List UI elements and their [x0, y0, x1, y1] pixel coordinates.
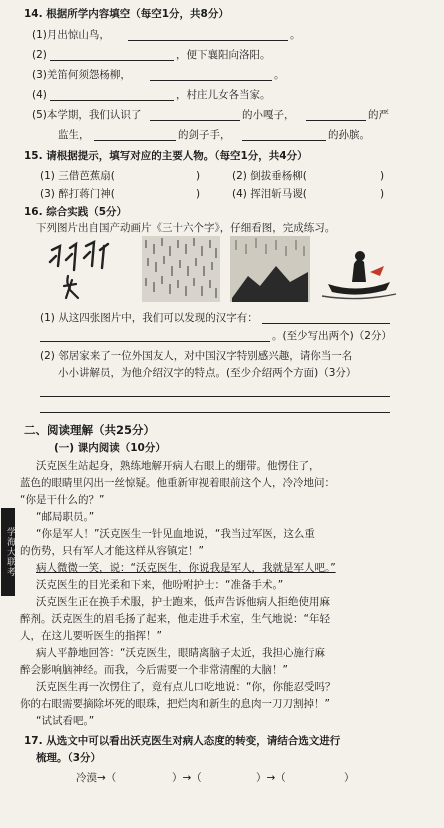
q14-blank-7[interactable] [94, 140, 176, 141]
q16-answer-line-1[interactable] [40, 396, 390, 397]
section-2-subtitle: (一) 课内阅读（10分） [54, 442, 166, 454]
q14-blank-4[interactable] [50, 100, 174, 101]
q16-blank-2[interactable] [40, 341, 270, 342]
section-2-title: 二、阅读理解（共25分） [24, 423, 156, 437]
passage-line: 病人平静地回答：“沃克医生，眼睛离脑子太近，我担心施行麻 [36, 647, 325, 659]
passage-line: 醉会影响脑神经。而我，今后需要一个非常清醒的大脑！” [20, 664, 288, 676]
q16-part1-hint: 。(至少写出两个)（2分） [272, 330, 392, 342]
q16-part1-text: (1) 从这四张图片中，我们可以发现的汉字有： [40, 312, 258, 324]
q16-part2-text: (2) 邻居家来了一位外国友人，对中国汉字特别感兴趣，请你当一名 [40, 350, 353, 362]
q14-line4-text: ，村庄儿女各当家。 [176, 89, 271, 101]
q17-chain-mid-1: ）→（ [172, 772, 202, 784]
q14-line6-text-c: 的孙膑。 [328, 129, 370, 141]
q16-title: 16. 综合实践（5分） [24, 206, 128, 218]
figure-boat [318, 236, 398, 302]
q14-line5-text-b: 的小嘎子， [242, 109, 295, 121]
q17-chain-start: 冷漠→（ [76, 772, 117, 784]
q14-line2-num: (2) [32, 49, 47, 61]
passage-line: “你是干什么的？” [20, 494, 105, 506]
q14-line1-text: (1)月出惊山鸟， [32, 29, 110, 41]
q15-item-4: (4) 挥泪斩马谡( [232, 188, 307, 200]
q14-line6-text-b: 的剑子手， [178, 129, 231, 141]
q17-chain-mid-2: ）→（ [256, 772, 286, 784]
passage-line: “你是军人！”沃克医生一针见血地说，“我当过军医，这么重 [36, 528, 315, 540]
q15-item-1: (1) 三借芭蕉扇( [40, 170, 115, 182]
passage-line: 沃克医生的目光柔和下来，他吩咐护士：“准备手术。” [36, 579, 284, 591]
q15-item-3: (3) 醉打蒋门神( [40, 188, 115, 200]
q14-blank-2[interactable] [50, 60, 174, 61]
passage-line: “邮局职员。” [36, 511, 95, 523]
side-label: 学海大联考 [1, 508, 15, 596]
q14-line5-text-c: 的严 [368, 109, 389, 121]
q14-blank-3[interactable] [150, 80, 272, 81]
passage-line: “试试看吧。” [36, 715, 95, 727]
q17-title: 17. 从选文中可以看出沃克医生对病人态度的转变，请结合选文进行 [24, 735, 341, 747]
passage-line: 人，在这儿要听医生的指挥！” [20, 630, 162, 642]
passage-line: 沃克医生正在换手术服，护士跑来，低声告诉他病人拒绝使用麻 [36, 596, 330, 608]
passage-line: 醉剂。沃克医生的眉毛扬了起来，他走进手术室，生气地说：“年轻 [20, 613, 330, 625]
passage-line: 的伤势，只有军人才能这样从容镇定！” [20, 545, 204, 557]
q14-blank-8[interactable] [242, 140, 326, 141]
q16-intro: 下列图片出自国产动画片《三十六个字》，仔细看图，完成练习。 [36, 222, 336, 234]
q16-answer-line-2[interactable] [40, 412, 390, 413]
q14-blank-1[interactable] [128, 40, 288, 41]
q16-part2-text-b: 小小讲解员，为他介绍汉字的特点。(至少介绍两个方面)（3分） [58, 367, 357, 379]
q14-title: 14. 根据所学内容填空（每空1分，共8分） [24, 8, 229, 20]
q17-chain-end: ） [344, 772, 355, 784]
passage-line: 沃克医生站起身，熟练地解开病人右眼上的绷带。他愣住了， [36, 460, 320, 472]
passage-line: 你的右眼需要摘除坏死的眼珠，把烂肉和新生的息肉一刀刀割掉！” [20, 698, 330, 710]
passage-line: 沃克医生再一次愣住了，竟有点儿口吃地说：“你，你能忍受吗？ [36, 681, 336, 693]
q15-title: 15. 请根据提示，填写对应的主要人物。（每空1分，共4分） [24, 150, 308, 162]
exam-page: 14. 根据所学内容填空（每空1分，共8分） (1)月出惊山鸟， 。 (2) ，便下襄阳向洛阳。 (3)羌笛何须怨杨柳， 。 (4) ，村庄儿女各当家。 (5)本学期，我们认识了 的小嘎子， 的严 监生， 的剑子手， 的孙膑。 15. 请根据提示，填写对应的主要人物。（每空1分，共4分） (1) 三借芭蕉扇( ) (2) 倒拔垂杨柳( ) (3) 醉打蒋门神( ) (4) 挥泪斩马谡( ) 16. 综合实践（5分） 下列图片出自国产动画片《三十六个字》，仔细看图，完成练习。 (1) 从这四张图片中，我们可以发现的汉字有： 。(至少写出两个)（2分） (2) 邻居家来了一位外国友人，对中国汉字特别感兴趣，请你当一名 小小讲解员，为他介绍汉字的特点。(至少介绍两个方面)（3分） 二、阅读理解（共25分） (一) 课内阅读（10分） 沃克医生站起身，熟练地解开病人右眼上的绷带。他愣住了， 蓝色的眼睛里闪出一丝惊疑。他重新审视着眼前这个人，冷冷地问： “你是干什么的？” “邮局职员。” “你是军人！”沃克医生一针见血地说，“我当过军医，这么重 的伤势，只有军人才能这样从容镇定！” 病人微微一笑，说：“沃克医生，你说我是军人，我就是军人吧。” 沃克医生的目光柔和下来，他吩咐护士：“准备手术。” 沃克医生正在换手术服，护士跑来，低声告诉他病人拒绝使用麻 醉剂。沃克医生的眉毛扬了起来，他走进手术室，生气地说：“年轻 人，在这儿要听医生的指挥！” 病人平静地回答：“沃克医生，眼睛离脑子太近，我担心施行麻 醉会影响脑神经。而我，今后需要一个非常清醒的大脑！” 沃克医生再一次愣住了，竟有点儿口吃地说：“你，你能忍受吗？ 你的右眼需要摘除坏死的眼珠，把烂肉和新生的息肉一刀刀割掉！” “试试看吧。” 17. 从选文中可以看出沃克医生对病人态度的转变，请结合选文进行 梳理。（3分） 冷漠→（ ）→（ ）→（ ） 学海大联考 [0, 0, 444, 828]
passage-line: 蓝色的眼睛里闪出一丝惊疑。他重新审视着眼前这个人，冷冷地问： [20, 477, 335, 489]
figure-mountain [230, 236, 310, 302]
q14-line3-text: (3)羌笛何须怨杨柳， [32, 69, 131, 81]
q14-blank-5[interactable] [150, 120, 240, 121]
q14-line4-num: (4) [32, 89, 47, 101]
q14-line5-text: (5)本学期，我们认识了 [32, 109, 142, 121]
passage-line-underlined: 病人微微一笑，说：“沃克医生，你说我是军人，我就是军人吧。” [36, 562, 336, 574]
q14-line6-text: 监生， [58, 129, 90, 141]
figure-rain [140, 236, 222, 302]
q16-blank-1[interactable] [262, 323, 390, 324]
q17-title-2: 梳理。（3分） [36, 752, 102, 764]
figure-bamboo [46, 236, 132, 302]
q14-blank-6[interactable] [306, 120, 366, 121]
q14-line2-text: ，便下襄阳向洛阳。 [176, 49, 271, 61]
q15-item-2: (2) 倒拔垂杨柳( [232, 170, 307, 182]
